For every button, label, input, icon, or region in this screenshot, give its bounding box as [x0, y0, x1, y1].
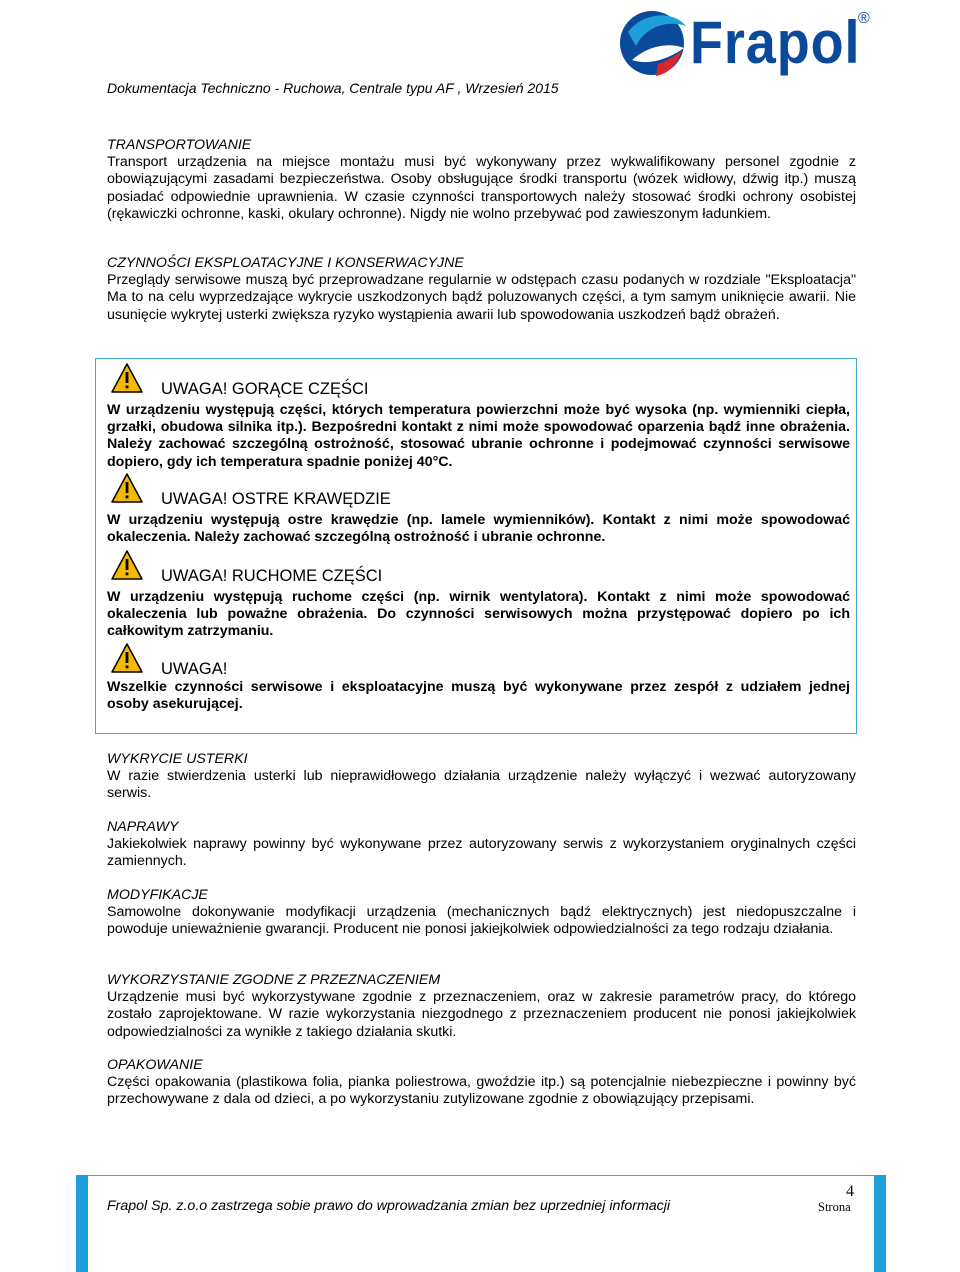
section-body: Samowolne dokonywanie modyfikacji urządzenia (mechanicznych bądź elektrycznych) jest niedopuszczalne i powoduje unieważnienie gwarancji. Producent nie ponosi jakiejkolwiek odpowiedzialności za tego rodzaju działania. — [107, 904, 856, 938]
section-title: OPAKOWANIE — [107, 1057, 203, 1073]
section-packaging — [107, 1057, 856, 1109]
footer-disclaimer: Frapol Sp. z.o.o zastrzega sobie prawo do wprowadzania zmian bez uprzedniej informacji — [107, 1198, 671, 1214]
section-body: Urządzenie musi być wykorzystywane zgodnie z przeznaczeniem, oraz w zakresie parametrów pracy, do którego zostało zaprojektowane. W razie wykorzystania niezgodnego z przeznaczeniem producent nie ponosi jakiejkolwiek odpowiedzialności za wynikłe z takiego działania skutki. — [107, 989, 856, 1040]
warning-triangle-icon — [111, 550, 143, 580]
warning-title: UWAGA! GORĄCE CZĘŚCI — [161, 380, 369, 398]
warning-title: UWAGA! — [161, 660, 228, 678]
section-repairs — [107, 819, 856, 871]
warning-text: W urządzeniu występują ruchome części (np. wirnik wentylatora). Kontakt z nimi może spowodować okaleczenia lub poważne obrażenia. Do czynności serwisowych można przystępować dopiero po ich całkowitym zatrzymaniu. — [107, 589, 850, 640]
page-label: Strona — [818, 1200, 851, 1214]
section-title: MODYFIKACJE — [107, 887, 208, 903]
section-transport — [107, 137, 856, 223]
section-body: Jakiekolwiek naprawy powinny być wykonywane przez autoryzowany serwis z wykorzystaniem oryginalnych części zamiennych. — [107, 836, 856, 870]
warning-text: Wszelkie czynności serwisowe i eksploatacyjne muszą być wykonywane przez zespół z udziałem jednej osoby asekurującej. — [107, 679, 850, 713]
section-title: WYKORZYSTANIE ZGODNE Z PRZEZNACZENIEM — [107, 972, 441, 988]
section-title: NAPRAWY — [107, 819, 179, 835]
section-body: Części opakowania (plastikowa folia, pianka poliestrowa, gwoździe itp.) są potencjalnie niebezpieczne i powinny być przechowywane z dala od dzieci, a po wykorzystaniu zutylizowane zgodnie z obowiązujący przepisami. — [107, 1074, 856, 1108]
warning-triangle-icon — [111, 473, 143, 503]
section-maintenance — [107, 255, 856, 324]
warning-triangle-icon — [111, 643, 143, 673]
footer-left-bar — [76, 1175, 88, 1272]
warning-box — [95, 358, 857, 734]
section-title: TRANSPORTOWANIE — [107, 137, 252, 153]
section-title: WYKRYCIE USTERKI — [107, 751, 248, 767]
logo-swoosh-icon — [618, 2, 690, 84]
logo-wordmark: Frapol — [690, 9, 861, 76]
section-title: CZYNNOŚCI EKSPLOATACYJNE I KONSERWACYJNE — [107, 255, 464, 271]
warning-title: UWAGA! RUCHOME CZĘŚCI — [161, 567, 383, 585]
page-number: 4 — [846, 1183, 854, 1200]
document-header-title: Dokumentacja Techniczno - Ruchowa, Centrale typu AF , Wrzesień 2015 — [107, 80, 559, 96]
warning-triangle-icon — [111, 363, 143, 393]
warning-title: UWAGA! OSTRE KRAWĘDZIE — [161, 490, 391, 508]
frapol-logo — [618, 2, 880, 84]
warning-text: W urządzeniu występują części, których temperatura powierzchni może być wysoka (np. wymienniki ciepła, grzałki, obudowa silnika itp.). Bezpośredni kontakt z nimi może spowodować oparzenia bądź inne obrażenia. Należy zachować szczególną ostrożność, stosować ubranie ochronne i podejmować czynności serwisowe dopiero, gdy ich temperatura spadnie poniżej 40°C. — [107, 402, 850, 470]
section-intended-use — [107, 972, 856, 1041]
footer-right-bar — [874, 1175, 886, 1272]
section-modifications — [107, 887, 856, 939]
section-body: Przeglądy serwisowe muszą być przeprowadzane regularnie w odstępach czasu podanych w rozdziale "Eksploatacja" Ma to na celu wyprzedzające wykrycie uszkodzonych bądź poluzowanych części, a tym samym uniknięcie awarii. Nie usunięcie wykrytej usterki zwiększa ryzyko wystąpienia awarii lub spowodowania uszkodzeń bądź obrażeń. — [107, 272, 856, 323]
registered-mark: ® — [858, 10, 870, 27]
section-body: W razie stwierdzenia usterki lub nieprawidłowego działania urządzenie należy wyłączyć i wezwać autoryzowany serwis. — [107, 768, 856, 802]
footer-divider — [76, 1175, 886, 1176]
section-fault — [107, 751, 856, 803]
section-body: Transport urządzenia na miejsce montażu musi być wykonywany przez wykwalifikowany personel zgodnie z obowiązującymi zasadami bezpieczeństwa. Osoby obsługujące środki transportu (wózek widłowy, dźwig itp.) muszą posiadać odpowiednie uprawnienia. W czasie czynności transportowych należy stosować środki ochrony osobistej (rękawiczki ochronne, kaski, okulary ochronne). Nigdy nie wolno przebywać pod zawieszonym ładunkiem. — [107, 154, 856, 222]
warning-text: W urządzeniu występują ostre krawędzie (np. lamele wymienników). Kontakt z nimi może spowodować okaleczenia. Należy zachować szczególną ostrożność i ubranie ochronne. — [107, 512, 850, 546]
